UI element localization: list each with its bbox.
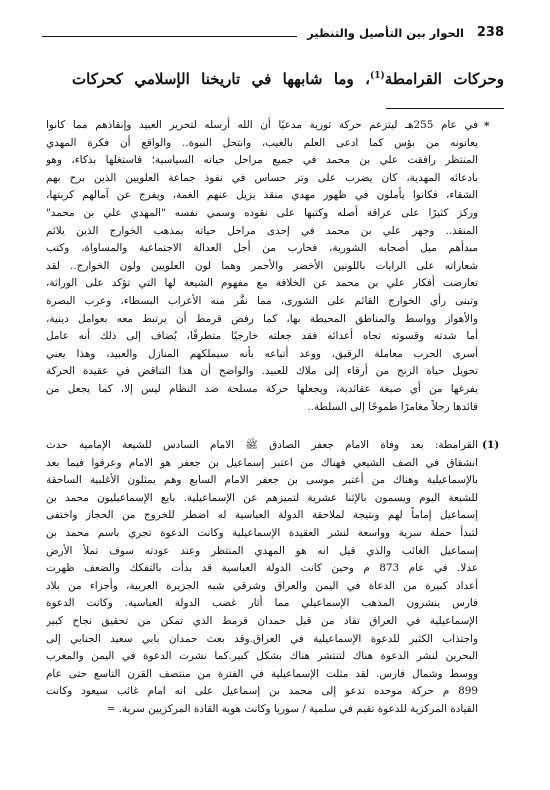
footnote-line: للشيعة اليوم ويسمون بالإثنا عشرية لتميزهم عن الإسماعيلية. بايع الإسماعيليون محمد بن <box>46 491 478 504</box>
page-header <box>42 24 504 46</box>
footnote-line: القيادة المركزية للدعوة تقيم في سلمية / سوريا وكانت هوية القادة المركزيين سرية. = <box>106 702 478 715</box>
footnote-line: والأهواز وواسط والمناطق المحيطة بها، كما رفض قرمط أن يرتبط معه بعوامل دينية، <box>46 312 478 325</box>
footnote-star <box>46 117 478 416</box>
footnote-line: المنتظر رافقت علي بن محمد في جميع مراحل حياته السياسية؛ فاستغلها بذكاء، وهو <box>46 154 478 167</box>
footnote-line: المنقذ.. وجهر علي بن محمد في إحدى مراحل حياته بمذهب الخوارج الذين يلائم <box>46 224 478 237</box>
main-text-line <box>72 66 504 89</box>
main-text-rest: ، وما شابهها في تاريخنا الإسلامي كحركات <box>72 70 370 88</box>
footnote-line: في عام 255هـ ليتزعم حركة ثورية مدعيًا أن الله أرسله لتحرير العبيد وإنقاذهم مما كانوا <box>46 119 478 131</box>
footnote-line: ووسط وشمال فارس. لقد مثلت الإسماعيلية في الفترة من منتصف القرن التاسع حتى عام <box>46 667 478 680</box>
footnote-1-marker: (1) <box>482 439 500 451</box>
footnote-line: يفرغها من أي صبغة عقائدية، ويجعلها حركة مسلحة ضد النظام ليس إلا، كما يجعل من <box>46 382 478 395</box>
footnote-line: يعانونه من بؤس كما ادعى العلم بالغيب، وانتحل النبوة.. والواقع أن فكرة المهدي <box>46 136 478 149</box>
footnote-line: بادعائه المهدية، كان يضرب على وتر حساس في نفوذ جماعة العلويين الذين برح بهم <box>46 171 478 184</box>
main-text: وحركات القرامطة <box>384 70 505 88</box>
footnote-ref: (1) <box>369 71 385 81</box>
footnote-line: البحرين لنشر الدعوة هناك لتنتشر هناك بشكل كبير.كما نشرت الدعوة في اليمن والمغرب <box>46 650 478 663</box>
footnote-line: قائدها رجلاً مغامرًا طموحًا إلى السلطة.. <box>307 400 478 413</box>
footnote-line: إسماعيل الغائب والذي قيل انه هو المهدي المنتظر وعند عودته سوف تملأ الأرض <box>46 544 478 557</box>
footnote-1 <box>46 437 478 719</box>
page-number: 238 <box>476 25 504 40</box>
footnote-line: مبدأهم ميل أصحابه الشورية، فحارب من أجل العدالة الاجتماعية والمساواة، وكتب <box>46 242 478 255</box>
footnote-line: تعارضت أفكار علي بن محمد عن الخلافة مع مفهوم الشيعة لها التي تؤكد على الوراثة، <box>46 277 478 290</box>
footnote-line: 899 م حركة موحده تدعو إلى محمد بن إسماعيل على انه امام غائب سيعود وكانت <box>46 685 478 698</box>
footnote-line: إسماعيل إماماً لهم ونتيجة لملاحقة الدولة العباسية له اضطر للخروج من الحجاز واختفى <box>46 509 478 522</box>
footnote-line: أعداد كبيرة من الدعاة في اليمن والعراق وشرقي شبه الجزيرة العربية، وأجزاء من بلاد <box>46 579 478 592</box>
footnote-line: وتبنى رأي الخوارج القائم على الشورى، مما نفَّر منه الأعراب البسطاء، وعرب البصرة <box>46 294 478 307</box>
footnote-line: تحويل حياة الزنج من أرقاء إلى ملاك للعبيد. والواضح أن هذا التناقض في عقيدة الحركة <box>46 365 478 378</box>
footnote-separator <box>386 108 504 109</box>
footnote-line: الإسماعيلية في العراق تقاد من قبل حمدان قرمط الذي تمكن من تحقيق نجاح كبير <box>46 614 478 627</box>
footnote-line: وركز كثيرًا على عراقة أصله وكتبها على نقوده وسمي نفسه "المهدي علي بن محمد" <box>46 206 478 219</box>
footnote-line: واجتذاب الكثير للدعوة الإسماعيلية في العراق.وقد بعث حمدان بابي سعيد الجنابي إلى <box>46 632 478 645</box>
footnote-line: فارس ينشرون المذهب الإسماعيلي مما أثار غضب الدولة العباسية. وكانت الدعوة <box>46 597 478 610</box>
running-title: الحوار بين التأصيل والتنظير <box>307 26 464 40</box>
footnote-line: شعاراته على الرايات باللونين الأخضر والأحمر وهما لون العلويين ولون الخوارج.. لقد <box>46 259 478 272</box>
footnote-line: أما شدته وقسوته تجاه أعدائه فقد جعلته خارجيًا متطرفًا، يُضاف إلى ذلك أنه عامل <box>46 330 478 343</box>
footnote-star-marker: * <box>484 120 490 132</box>
footnote-line: عدلا. في عام 873 م وحين كانت الدولة العباسية قد بدأت بالتفكك والضعف ظهرت <box>46 562 478 575</box>
footnote-line: بالإسماعيلية وهناك من أعتبر موسى بن جعفر الامام السابع وهم يمثلون الأغلبية الساحقة <box>46 474 478 487</box>
footnote-line: القرامطة: بعد وفاة الامام جعفر الصادق ﷺ الامام السادس للشيعة الإمامية حدث <box>46 439 478 451</box>
footnote-line: لتبدأ حملة سرية وواسعة لنشر العقيدة الإسماعيلية وكانت الدعوة تجري باسم محمد بن <box>46 526 478 539</box>
header-rule <box>42 36 297 37</box>
footnote-line: الشقاء، فكانوا يأملون في ظهور مهدي منقذ يزيل عنهم الغمة، ويفرج عن آمالهم كربتها، <box>46 189 478 202</box>
footnote-line: أسرى الحرب معاملة الرقيق، ووعد أتباعه بأنه سيملكهم المنازل والعبيد، وهذا يعني <box>46 347 478 360</box>
footnote-line: انشقاق في الصف الشيعي فهناك من اعتبر إسماعيل بن جعفر هو الامام وعرفوا فيما بعد <box>46 456 478 469</box>
